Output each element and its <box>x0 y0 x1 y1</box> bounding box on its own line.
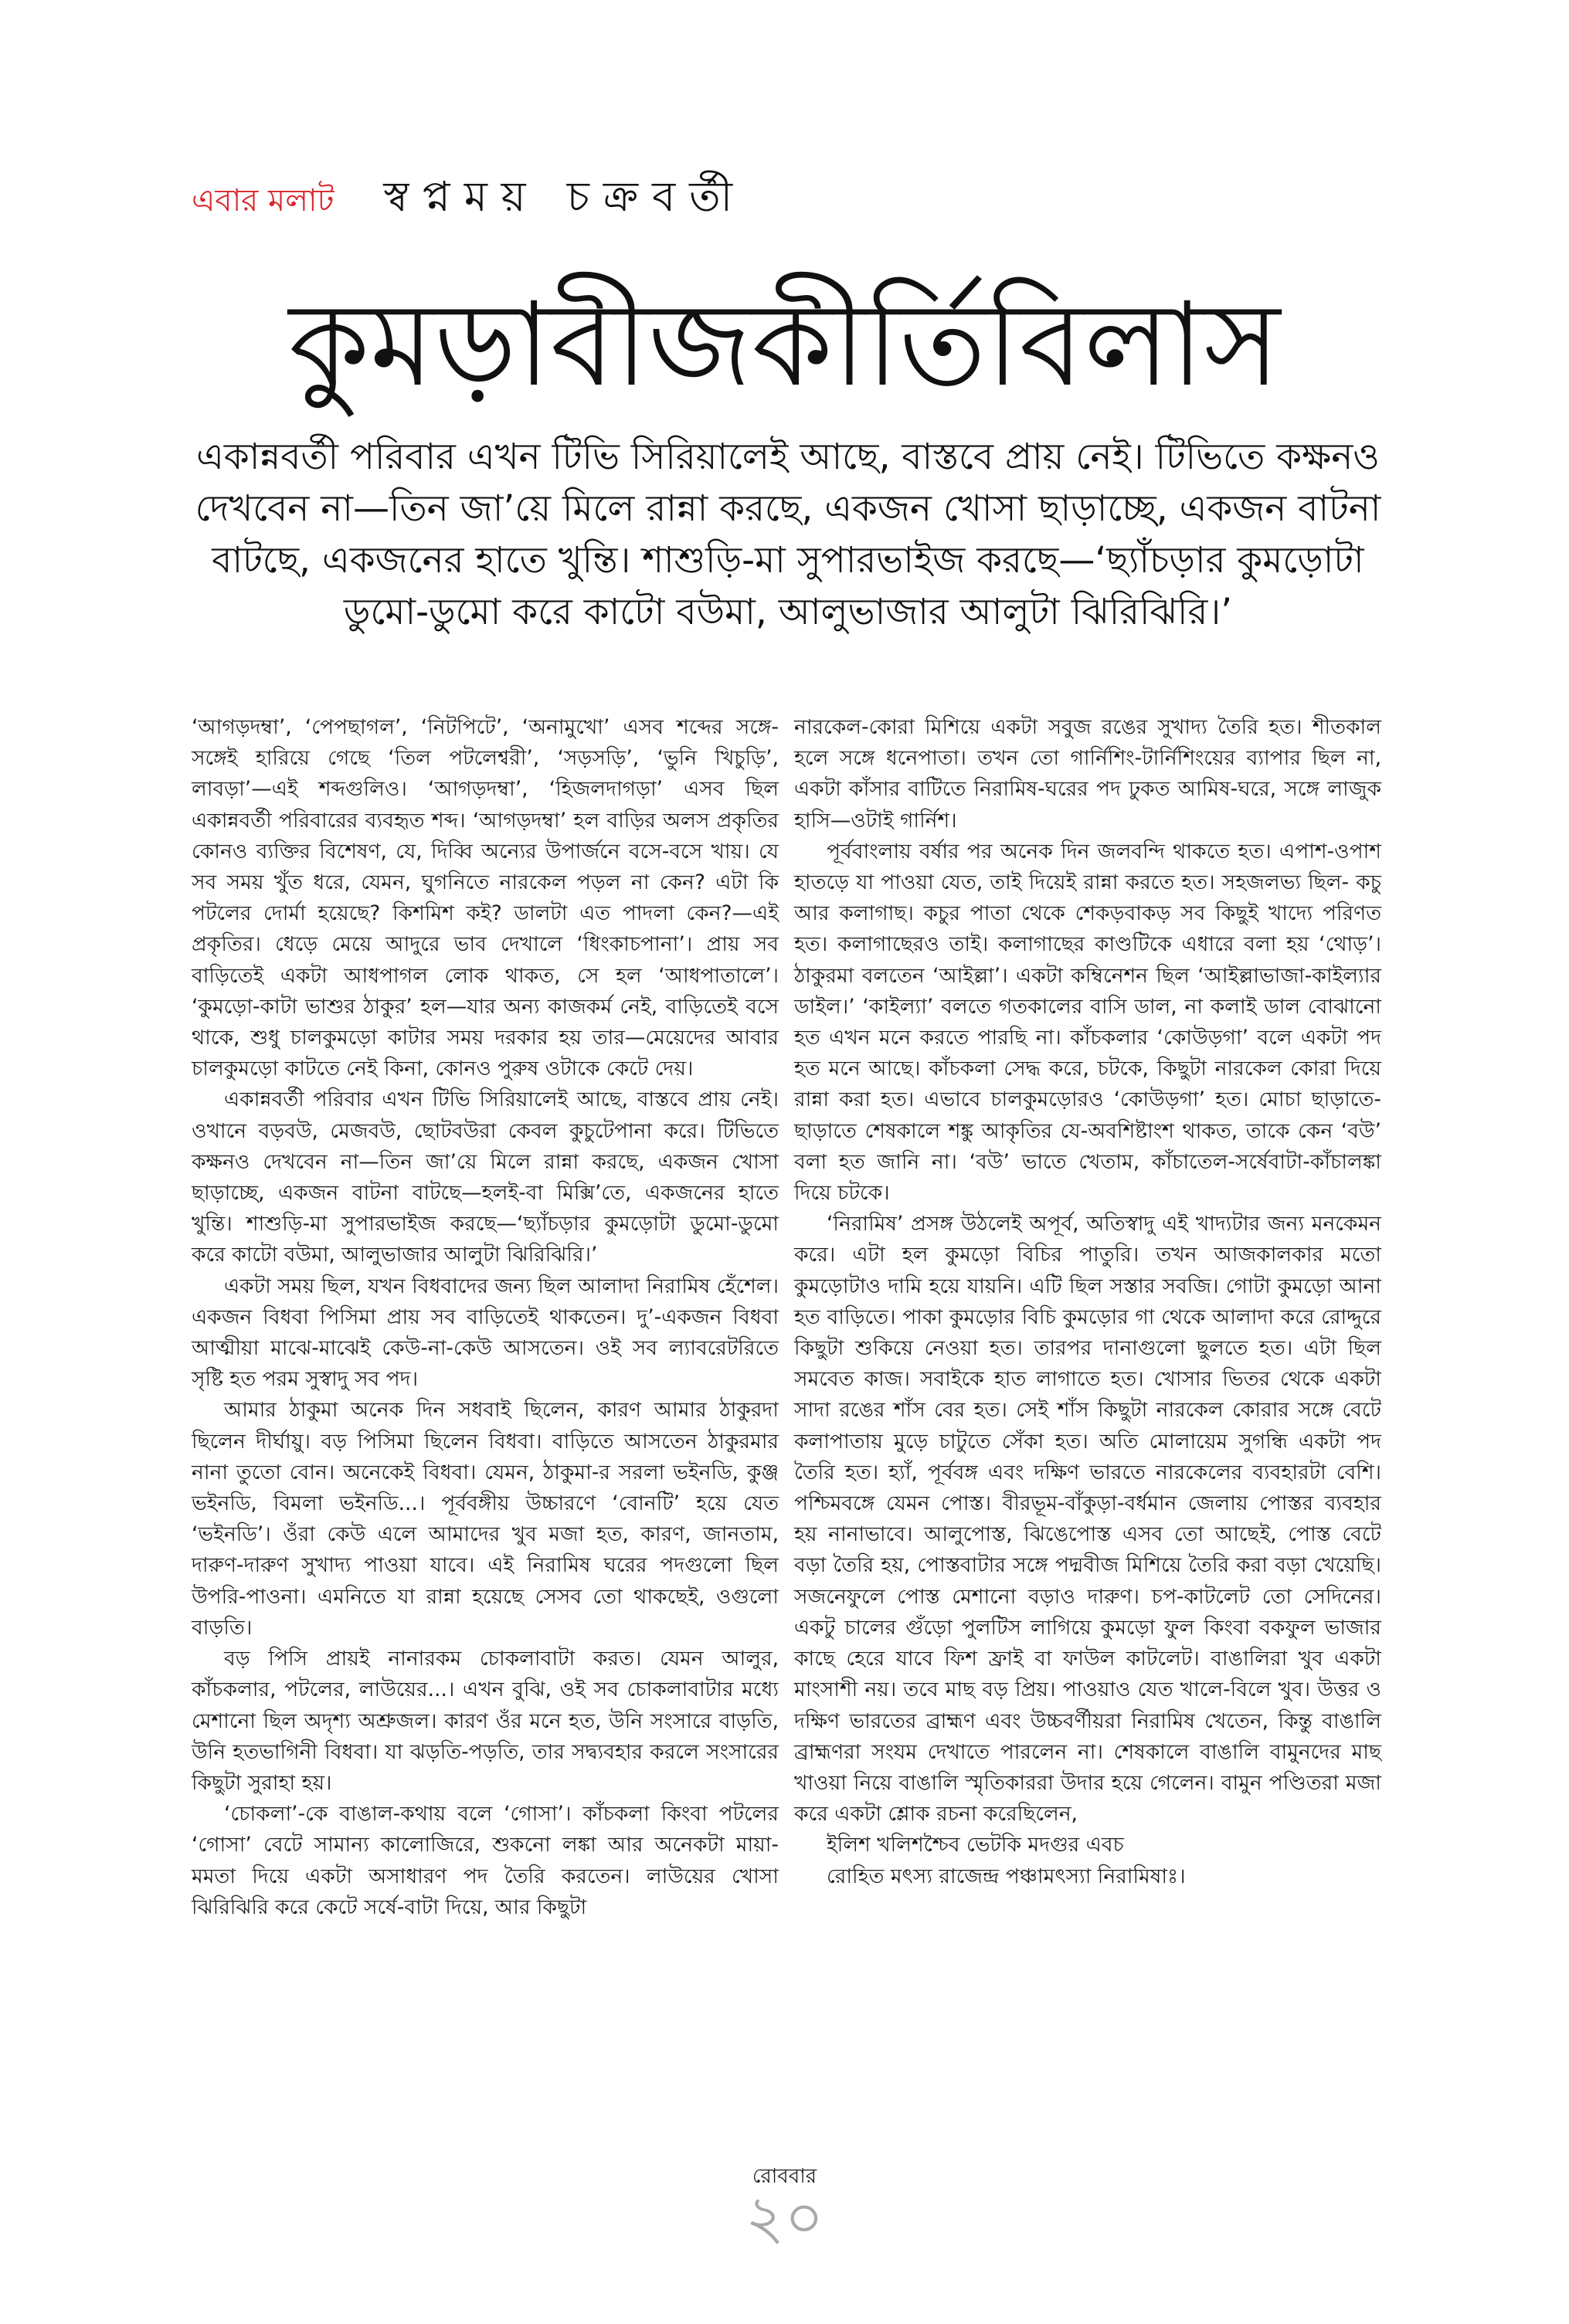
section-kicker: এবার মলাট <box>192 183 335 219</box>
page-footer <box>0 2165 1569 2253</box>
paragraph: একটা সময় ছিল, যখন বিধবাদের জন্য ছিল আলাদা নিরামিষ হেঁশেল। একজন বিধবা পিসিমা প্রায় সব বাড়িতেই থাকতেন। দু’-একজন বিধবা আত্মীয়া মাঝে-মাঝেই কেউ-না-কেউ আসতেন। ওই সব ল্যাবরেটরিতে সৃষ্টি হত পরম সুস্বাদু সব পদ। <box>192 1274 779 1392</box>
paragraph: একান্নবর্তী পরিবার এখন টিভি সিরিয়ালেই আছে, বাস্তবে প্রায় নেই। ওখানে বড়বউ, মেজবউ, ছোটবউরা কেবল কুচুটেপানা করে। টিভিতে কক্ষনও দেখবেন না—তিন জা’য়ে মিলে রান্না করছে, একজন খোসা ছাড়াচ্ছে, একজন বাটনা বাটছে—হলই-বা মিক্সি’তে, একজনের হাতে খুন্তি। শাশুড়ি-মা সুপারভাইজ করছে—‘ছ্যাঁচড়ার কুমড়োটা ডুমো-ডুমো করে কাটো বউমা, আলুভাজার আলুটা ঝিরিঝিরি।’ <box>192 1087 779 1267</box>
paragraph: ‘নিরামিষ’ প্রসঙ্গ উঠলেই অপূর্ব, অতিস্বাদু এই খাদ্যটার জন্য মনকেমন করে। এটা হল কুমড়ো বিচির পাতুরি। তখন আজকালকার মতো কুমড়োটাও দামি হয়ে যায়নি। এটি ছিল সস্তার সবজি। গোটা কুমড়ো আনা হত বাড়িতে। পাকা কুমড়োর বিচি কুমড়োর গা থেকে আলাদা করে রোদ্দুরে কিছুটা শুকিয়ে নেওয়া হত। তারপর দানাগুলো ছুলতে হত। এটা ছিল সমবেত কাজ। সবাইকে হাত লাগাতে হত। খোসার ভিতর থেকে একটা সাদা রঙের শাঁস বের হত। সেই শাঁস কিছুটা নারকেল কোরার সঙ্গে বেটে কলাপাতায় মুড়ে চাটুতে সেঁকা হত। অতি মোলায়েম সুগন্ধি একটা পদ তৈরি হত। হ্যাঁ, পূর্ববঙ্গ এবং দক্ষিণ ভারতে নারকেলের ব্যবহারটা বেশি। পশ্চিমবঙ্গে যেমন পোস্ত। বীরভূম-বাঁকুড়া-বর্ধমান জেলায় পোস্তর ব্যবহার হয় নানাভাবে। আলুপোস্ত, ঝিঙেপোস্ত এসব তো আছেই, পোস্ত বেটে বড়া তৈরি হয়, পোস্তবাটার সঙ্গে পদ্মবীজ মিশিয়ে তৈরি করা বড়া খেয়েছি। সজনেফুলে পোস্ত মেশানো বড়াও দারুণ। চপ-কাটলেট তো সেদিনের। একটু চালের গুঁড়ো পুলটিস লাগিয়ে কুমড়ো ফুল কিংবা বকফুল ভাজার কাছে হেরে যাবে ফিশ ফ্রাই বা ফাউল কাটলেট। বাঙালিরা খুব একটা মাংসাশী নয়। তবে মাছ বড় প্রিয়। পাওয়াও যেত খালে-বিলে খুব। উত্তর ও দক্ষিণ ভারতের ব্রাহ্মণ এবং উচ্চবর্ণীয়রা নিরামিষ খেতেন, কিন্তু বাঙালি ব্রাহ্মণরা সংযম দেখাতে পারলেন না। শেষকালে বাঙালি বামুনদের মাছ খাওয়া নিয়ে বাঙালি স্মৃতিকাররা উদার হয়ে গেলেন। বামুন পণ্ডিতরা মজা করে একটা শ্লোক রচনা করেছিলেন, <box>794 1212 1381 1827</box>
paragraph: বড় পিসি প্রায়ই নানারকম চোকলাবাটা করত। যেমন আলুর, কাঁচকলার, পটলের, লাউয়ের...। এখন বুঝি, ওই সব চোকলাবাটার মধ্যে মেশানো ছিল অদৃশ্য অশ্রুজল। কারণ ওঁর মনে হত, উনি সংসারে বাড়তি, উনি হতভাগিনী বিধবা। যা ঝড়তি-পড়তি, তার সদ্ব্যবহার করলে সংসারের কিছুটা সুরাহা হয়। <box>192 1647 779 1795</box>
paragraph: ‘চোকলা’-কে বাঙাল-কথায় বলে ‘গোসা’। কাঁচকলা কিংবা পটলের ‘গোসা’ বেটে সামান্য কালোজিরে, শুকনো লঙ্কা আর অনেকটা মায়া-মমতা দিয়ে একটা অসাধারণ পদ তৈরি করতেন। লাউয়ের খোসা ঝিরিঝিরি করে কেটে সর্ষে-বাটা দিয়ে, আর কিছুটা <box>192 1802 779 1919</box>
article-body <box>192 712 1381 1923</box>
verse-line: রোহিত মৎস্য রাজেন্দ্র পঞ্চামৎস্যা নিরামিষাঃ। <box>827 1864 1186 1888</box>
paragraph: আমার ঠাকুমা অনেক দিন সধবাই ছিলেন, কারণ আমার ঠাকুরদা ছিলেন দীর্ঘায়ু। বড় পিসিমা ছিলেন বিধবা। বাড়িতে আসতেন ঠাকুরমার নানা তুতো বোন। অনেকেই বিধবা। যেমন, ঠাকুমা-র সরলা ভইনডি, কুঞ্জ ভইনডি, বিমলা ভইনডি...। পূর্ববঙ্গীয় উচ্চারণে ‘বোনটি’ হয়ে যেত ‘ভইনডি’। ওঁরা কেউ এলে আমাদের খুব মজা হত, কারণ, জানতাম, দারুণ-দারুণ সুখাদ্য পাওয়া যাবে। এই নিরামিষ ঘরের পদগুলো ছিল উপরি-পাওনা। এমনিতে যা রান্না হয়েছে সেসব তো থাকছেই, ওগুলো বাড়তি। <box>192 1398 779 1640</box>
paragraph: ‘আগড়দম্বা’, ‘পেপছাগল’, ‘নিটপিটে’, ‘অনামুখো’ এসব শব্দের সঙ্গে-সঙ্গেই হারিয়ে গেছে ‘তিল পটলেশ্বরী’, ‘সড়সড়ি’, ‘ভুনি খিচুড়ি’, লাবড়া’—এই শব্দগুলিও। ‘আগড়দম্বা’, ‘হিজলদাগড়া’ এসব ছিল একান্নবর্তী পরিবারের ব্যবহৃত শব্দ। ‘আগড়দম্বা’ হল বাড়ির অলস প্রকৃতির কোনও ব্যক্তির বিশেষণ, যে, দিব্বি অন্যের উপার্জনে বসে-বসে খায়। যে সব সময় খুঁত ধরে, যেমন, ঘুগনিতে নারকেল পড়ল না কেন? এটা কি পটলের দোর্মা হয়েছে? কিশমিশ কই? ডালটা এত পাদলা কেন?—এই প্রকৃতির। ধেড়ে মেয়ে আদুরে ভাব দেখালে ‘ধিংকাচপানা’। প্রায় সব বাড়িতেই একটা আধপাগল লোক থাকত, সে হল ‘আধপাতালে’। ‘কুমড়ো-কাটা ভাশুর ঠাকুর’ হল—যার অন্য কাজকর্ম নেই, বাড়িতেই বসে থাকে, শুধু চালকুমড়ো কাটার সময় দরকার হয় তার—মেয়েদের আবার চালকুমড়ো কাটতে নেই কিনা, কোনও পুরুষ ওটাকে কেটে দেয়। <box>192 715 779 1081</box>
author-name: স্বপ্নময় চক্রবর্তী <box>383 172 747 221</box>
paragraph: নারকেল-কোরা মিশিয়ে একটা সবুজ রঙের সুখাদ্য তৈরি হত। শীতকাল হলে সঙ্গে ধনেপাতা। তখন তো গার্নিশিং-টার্নিশিংয়ের ব্যাপার ছিল না, একটা কাঁসার বাটিতে নিরামিষ-ঘরের পদ ঢুকত আমিষ-ঘরে, সঙ্গে লাজুক হাসি—ওটাই গার্নিশ। <box>794 715 1381 833</box>
magazine-name: রোববার <box>752 2165 817 2188</box>
page-number: ২০ <box>745 2183 824 2253</box>
article-title: কুমড়াবীজকীর্তিবিলাস <box>288 278 1281 412</box>
right-column <box>794 712 1381 1923</box>
left-column <box>192 712 779 1923</box>
verse-line: ইলিশ খলিশশ্চৈব ভেটকি মদগুর এবচ <box>827 1833 1124 1858</box>
paragraph: পূর্ববাংলায় বর্ষার পর অনেক দিন জলবন্দি থাকতে হত। এপাশ-ওপাশ হাতড়ে যা পাওয়া যেত, তাই দিয়েই রান্না করতে হত। সহজলভ্য ছিল- কচু আর কলাগাছ। কচুর পাতা থেকে শেকড়বাকড় সব কিছুই খাদ্যে পরিণত হত। কলাগাছেরও তাই। কলাগাছের কাণ্ডটিকে এধারে বলা হয় ‘থোড়’। ঠাকুরমা বলতেন ‘আইল্লা’। একটা কম্বিনেশন ছিল ‘আইল্লাভাজা-কাইল্যার ডাইল।’ ‘কাইল্যা’ বলতে গতকালের বাসি ডাল, না কলাই ডাল বোঝানো হত এখন মনে করতে পারছি না। কাঁচকলার ‘কোউড়গা’ বলে একটা পদ হত মনে আছে। কাঁচকলা সেদ্ধ করে, চটকে, কিছুটা নারকেল কোরা দিয়ে রান্না করা হত। এভাবে চালকুমড়োরও ‘কোউড়গা’ হত। মোচা ছাড়াতে-ছাড়াতে শেষকালে শঙ্কু আকৃতির যে-অবশিষ্টাংশ থাকত, তাকে কেন ‘বউ’ বলা হত জানি না। ‘বউ’ ভাতে খেতাম, কাঁচাতেল-সর্ষেবাটা-কাঁচালঙ্কা দিয়ে চটকে। <box>794 839 1381 1206</box>
article-deck: একান্নবর্তী পরিবার এখন টিভি সিরিয়ালেই আছে, বাস্তবে প্রায় নেই। টিভিতে কক্ষনও দেখবেন না—তিন জা’য়ে মিলে রান্না করছে, একজন খোসা ছাড়াচ্ছে, একজন বাটনা বাটছে, একজনের হাতে খুন্তি। শাশুড়ি-মা সুপারভাইজ করছে—‘ছ্যাঁচড়ার কুমড়োটা ডুমো-ডুমো করে কাটো বউমা, আলুভাজার আলুটা ঝিরিঝিরি।’ <box>195 436 1381 633</box>
byline <box>192 172 747 221</box>
